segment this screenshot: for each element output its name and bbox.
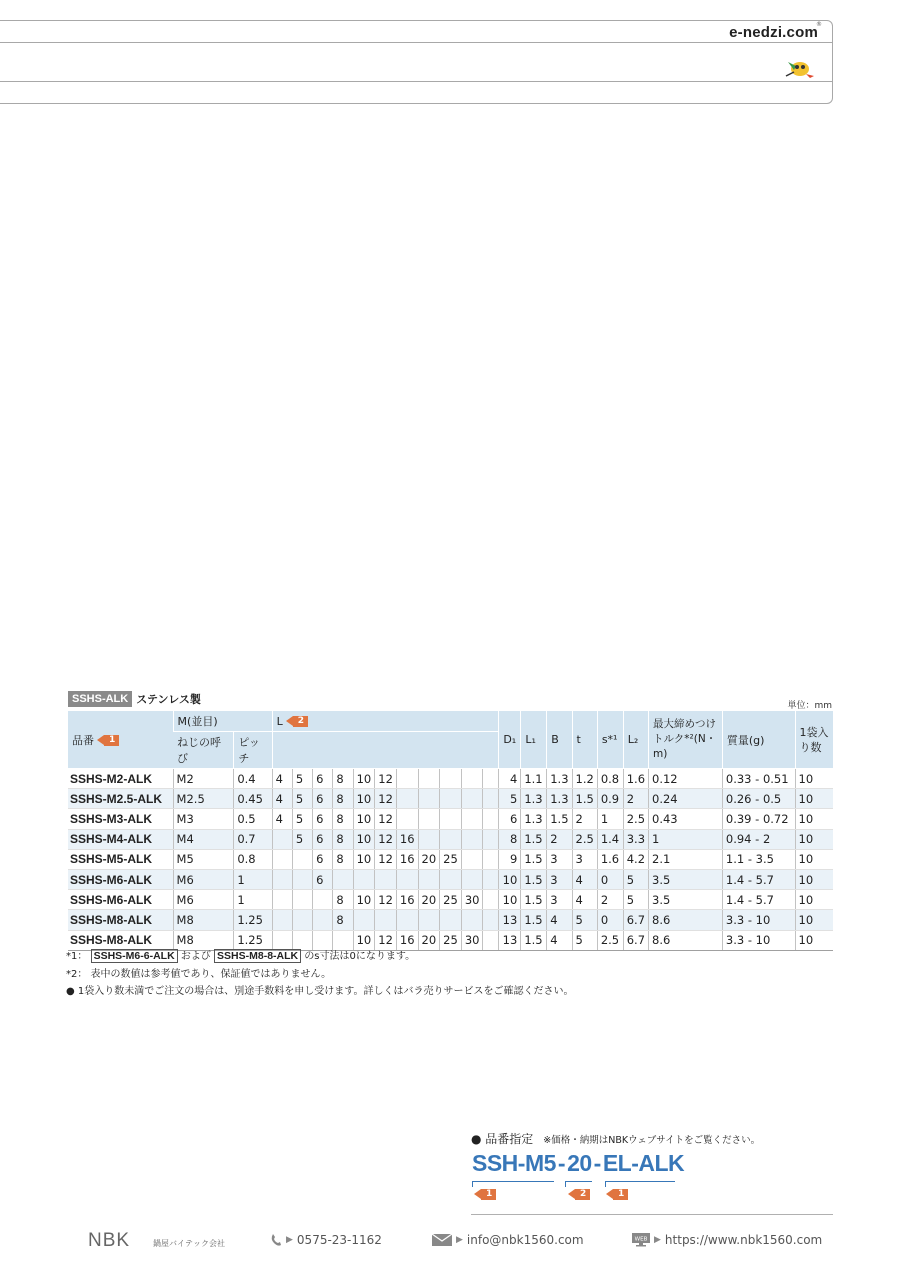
l1-cell: 1.5 [521,910,547,930]
length-cell [396,869,418,889]
torque-cell: 0.12 [649,769,723,789]
bag-qty-cell: 10 [795,769,833,789]
d1-cell: 13 [499,930,521,950]
l1-cell: 1.1 [521,769,547,789]
b-cell: 2 [547,829,572,849]
phone-icon [270,1233,282,1247]
col-header-l1: L₁ [521,711,547,769]
thread-cell: M8 [173,930,234,950]
t-cell: 4 [572,869,597,889]
table-row [68,869,833,889]
length-cell [440,910,462,930]
length-cell [483,890,499,910]
registered-mark: ® [816,21,822,28]
length-cell: 10 [353,769,375,789]
length-cell [292,910,312,930]
length-cell: 8 [333,789,353,809]
l2-cell: 6.7 [623,930,648,950]
pitch-cell: 1.25 [234,910,272,930]
length-cell [272,890,292,910]
d1-cell: 6 [499,809,521,829]
l1-cell: 1.5 [521,849,547,869]
pitch-cell: 0.7 [234,829,272,849]
header-divider [0,42,833,43]
torque-cell: 3.5 [649,869,723,889]
length-cell [483,769,499,789]
d1-cell: 9 [499,849,521,869]
spec-table [68,711,833,951]
length-cell [461,809,483,829]
col-header-t: t [572,711,597,769]
header-divider [0,81,833,82]
length-cell: 10 [353,930,375,950]
length-cell [333,869,353,889]
torque-cell: 2.1 [649,849,723,869]
s-cell: 1.6 [597,849,623,869]
part-number-cell: SSHS-M8-ALK [68,930,173,950]
table-row [68,789,833,809]
torque-cell: 8.6 [649,930,723,950]
web-monitor-icon [632,1233,650,1247]
length-cell: 8 [333,829,353,849]
table-row [68,769,833,789]
code-underline [565,1181,592,1182]
ref-tag: 1 [613,1189,628,1200]
length-cell [353,910,375,930]
b-cell: 4 [547,910,572,930]
mass-cell: 0.33 - 0.51 [722,769,795,789]
d1-cell: 10 [499,890,521,910]
length-cell [418,869,440,889]
pitch-cell: 0.5 [234,809,272,829]
l1-cell: 1.3 [521,789,547,809]
length-cell: 20 [418,849,440,869]
length-cell [461,910,483,930]
t-cell: 3 [572,849,597,869]
site-logo[interactable]: e-nedzi.com [729,24,818,41]
ref-tag: 2 [575,1189,590,1200]
length-cell: 5 [292,829,312,849]
length-cell [353,869,375,889]
length-cell [440,829,462,849]
length-cell: 25 [440,849,462,869]
footnote-1: *1： SSHS-M6-6-ALK および SSHS-M8-8-ALK のs寸法は0になります。 [66,950,416,962]
code-underline [605,1181,675,1182]
length-cell [396,809,418,829]
code-underline-tick [472,1181,473,1187]
length-cell [272,910,292,930]
mass-cell: 0.39 - 0.72 [722,809,795,829]
pitch-cell: 1 [234,869,272,889]
series-badge: SSHS-ALK [68,691,132,707]
l1-cell: 1.5 [521,829,547,849]
length-cell: 8 [333,890,353,910]
l2-cell: 2.5 [623,809,648,829]
footer [0,1230,900,1250]
order-spec-title: ● 品番指定 [471,1132,534,1146]
s-cell: 2 [597,890,623,910]
part-number-cell: SSHS-M8-ALK [68,910,173,930]
length-cell: 5 [292,789,312,809]
s-cell: 1 [597,809,623,829]
code-underline-tick [605,1181,606,1187]
t-cell: 4 [572,890,597,910]
length-cell: 16 [396,930,418,950]
length-cell: 12 [375,829,397,849]
length-cell: 8 [333,910,353,930]
thread-cell: M8 [173,910,234,930]
part-code-box: SSHS-M8-8-ALK [214,949,301,963]
bag-qty-cell: 10 [795,849,833,869]
length-cell [440,789,462,809]
pitch-cell: 0.4 [234,769,272,789]
mass-cell: 1.1 - 3.5 [722,849,795,869]
table-row [68,809,833,829]
length-cell [292,849,312,869]
col-header-b: B [547,711,572,769]
length-cell: 6 [313,869,333,889]
t-cell: 1.5 [572,789,597,809]
pitch-cell: 0.45 [234,789,272,809]
length-cell: 6 [313,769,333,789]
screw-mascot-icon [784,56,816,80]
length-cell: 5 [292,809,312,829]
b-cell: 3 [547,890,572,910]
thread-cell: M6 [173,890,234,910]
header-frame [0,20,833,104]
d1-cell: 13 [499,910,521,930]
length-cell: 12 [375,930,397,950]
length-cell: 10 [353,849,375,869]
col-header-d1: D₁ [499,711,521,769]
b-cell: 1.5 [547,809,572,829]
code-underline-tick [565,1181,566,1187]
phone-contact[interactable]: ▶ 0575-23-1162 [270,1233,382,1247]
s-cell: 2.5 [597,930,623,950]
l2-cell: 3.3 [623,829,648,849]
thread-cell: M3 [173,809,234,829]
torque-cell: 0.43 [649,809,723,829]
d1-cell: 4 [499,769,521,789]
length-cell: 12 [375,769,397,789]
length-cell [483,910,499,930]
col-header-part-no: 品番 1 [68,711,173,769]
length-cell: 4 [272,789,292,809]
d1-cell: 8 [499,829,521,849]
t-cell: 2.5 [572,829,597,849]
length-cell [396,769,418,789]
bag-qty-cell: 10 [795,910,833,930]
ref-tag: 1 [481,1189,496,1200]
section-header [68,691,201,707]
email-contact[interactable]: ▶ info@nbk1560.com [432,1233,584,1247]
company-name: 鍋屋バイテック会社 [153,1239,225,1248]
length-cell [418,910,440,930]
web-link[interactable]: WEB ▶ https://www.nbk1560.com [632,1233,822,1247]
length-cell [461,769,483,789]
length-cell [418,769,440,789]
s-cell: 0.9 [597,789,623,809]
length-cell: 8 [333,809,353,829]
length-cell [440,869,462,889]
l1-cell: 1.3 [521,809,547,829]
length-cell [272,869,292,889]
length-cell: 12 [375,849,397,869]
length-cell [272,849,292,869]
code-underline [472,1181,554,1182]
part-code-box: SSHS-M6-6-ALK [91,949,178,963]
length-cell: 6 [313,789,333,809]
footnotes [66,948,573,1001]
length-cell: 30 [461,930,483,950]
length-cell [461,829,483,849]
mass-cell: 3.3 - 10 [722,910,795,930]
bag-qty-cell: 10 [795,789,833,809]
length-cell: 10 [353,809,375,829]
length-cell: 12 [375,809,397,829]
thread-cell: M6 [173,869,234,889]
t-cell: 5 [572,910,597,930]
l1-cell: 1.5 [521,890,547,910]
l2-cell: 5 [623,869,648,889]
col-header-torque: 最大締めつけトルク*²(N・m) [649,711,723,769]
bag-qty-cell: 10 [795,890,833,910]
bag-qty-cell: 10 [795,869,833,889]
s-cell: 1.4 [597,829,623,849]
mass-cell: 1.4 - 5.7 [722,869,795,889]
length-cell: 30 [461,890,483,910]
footnote-3: ● 1袋入り数未満でご注文の場合は、別途手数料を申し受けます。詳しくはバラ売りサービスをご確認ください。 [66,986,574,997]
b-cell: 4 [547,930,572,950]
length-cell [483,809,499,829]
l1-cell: 1.5 [521,930,547,950]
length-cell [292,890,312,910]
col-header-l2: L₂ [623,711,648,769]
l2-cell: 2 [623,789,648,809]
torque-cell: 0.24 [649,789,723,809]
length-cell [483,849,499,869]
d1-cell: 5 [499,789,521,809]
length-cell: 10 [353,789,375,809]
col-header-s: s*¹ [597,711,623,769]
length-cell: 16 [396,829,418,849]
length-cell: 25 [440,890,462,910]
t-cell: 2 [572,809,597,829]
length-cell: 12 [375,789,397,809]
thread-cell: M5 [173,849,234,869]
arrow-icon: ▶ [456,1235,463,1245]
arrow-icon: ▶ [654,1235,661,1245]
part-number-cell: SSHS-M2.5-ALK [68,789,173,809]
l2-cell: 6.7 [623,910,648,930]
table-row [68,829,833,849]
t-cell: 1.2 [572,769,597,789]
length-cell [483,829,499,849]
table-row [68,890,833,910]
part-number-cell: SSHS-M3-ALK [68,809,173,829]
s-cell: 0.8 [597,769,623,789]
pitch-cell: 1 [234,890,272,910]
col-header-l: L 2 [272,711,499,732]
part-number-cell: SSHS-M6-ALK [68,890,173,910]
bag-qty-cell: 10 [795,829,833,849]
order-spec-note: ※価格・納期はNBKウェブサイトをご覧ください。 [543,1135,761,1146]
col-header-l-values [272,732,499,769]
pitch-cell: 1.25 [234,930,272,950]
length-cell [292,869,312,889]
part-number-cell: SSHS-M4-ALK [68,829,173,849]
length-cell: 25 [440,930,462,950]
section-title: ステンレス製 [136,693,201,706]
col-header-thread: ねじの呼び [173,732,234,769]
torque-cell: 3.5 [649,890,723,910]
length-cell [440,769,462,789]
part-number-cell: SSHS-M2-ALK [68,769,173,789]
length-cell [272,829,292,849]
length-cell [396,910,418,930]
length-cell: 12 [375,890,397,910]
length-cell: 4 [272,769,292,789]
length-cell: 6 [313,809,333,829]
length-cell [418,789,440,809]
thread-cell: M2.5 [173,789,234,809]
torque-cell: 8.6 [649,910,723,930]
length-cell [313,890,333,910]
length-cell: 8 [333,849,353,869]
length-cell [461,789,483,809]
l2-cell: 1.6 [623,769,648,789]
length-cell: 20 [418,930,440,950]
length-cell [313,910,333,930]
col-header-bag: 1袋入り数 [795,711,833,769]
b-cell: 3 [547,849,572,869]
col-header-pitch: ピッチ [234,732,272,769]
length-cell: 4 [272,809,292,829]
length-cell: 5 [292,769,312,789]
length-cell [418,829,440,849]
part-number-cell: SSHS-M5-ALK [68,849,173,869]
l2-cell: 5 [623,890,648,910]
length-cell: 6 [313,849,333,869]
order-code-example: SSH-M5-20-EL-ALK [472,1150,685,1176]
ref-tag: 2 [293,716,308,727]
length-cell [396,789,418,809]
mass-cell: 0.26 - 0.5 [722,789,795,809]
length-cell: 10 [353,829,375,849]
length-cell: 6 [313,829,333,849]
svg-text:WEB: WEB [634,1236,648,1243]
b-cell: 1.3 [547,769,572,789]
t-cell: 5 [572,930,597,950]
part-number-cell: SSHS-M6-ALK [68,869,173,889]
bag-qty-cell: 10 [795,809,833,829]
length-cell: 10 [353,890,375,910]
length-cell [461,849,483,869]
l1-cell: 1.5 [521,869,547,889]
col-header-mass: 質量(g) [722,711,795,769]
col-header-m-group: M(並目) [173,711,272,732]
order-divider [471,1214,833,1215]
b-cell: 1.3 [547,789,572,809]
length-cell [461,869,483,889]
mass-cell: 1.4 - 5.7 [722,890,795,910]
nbk-logo[interactable]: NBK [88,1230,131,1251]
mail-icon [432,1234,452,1246]
table-row [68,910,833,930]
unit-label: 単位：mm [787,701,832,711]
pitch-cell: 0.8 [234,849,272,869]
length-cell [483,789,499,809]
footnote-2: *2： 表中の数値は参考値であり、保証値ではありません。 [66,968,332,980]
length-cell: 8 [333,769,353,789]
length-cell: 16 [396,849,418,869]
length-cell [375,869,397,889]
length-cell [375,910,397,930]
length-cell: 16 [396,890,418,910]
l2-cell: 4.2 [623,849,648,869]
thread-cell: M4 [173,829,234,849]
length-cell [440,809,462,829]
table-row [68,849,833,869]
bag-qty-cell: 10 [795,930,833,950]
thread-cell: M2 [173,769,234,789]
d1-cell: 10 [499,869,521,889]
mass-cell: 0.94 - 2 [722,829,795,849]
length-cell: 20 [418,890,440,910]
s-cell: 0 [597,869,623,889]
mass-cell: 3.3 - 10 [722,930,795,950]
order-spec-header [471,1130,760,1147]
length-cell [418,809,440,829]
arrow-icon: ▶ [286,1235,293,1245]
b-cell: 3 [547,869,572,889]
torque-cell: 1 [649,829,723,849]
s-cell: 0 [597,910,623,930]
ref-tag: 1 [104,735,119,746]
length-cell [483,869,499,889]
